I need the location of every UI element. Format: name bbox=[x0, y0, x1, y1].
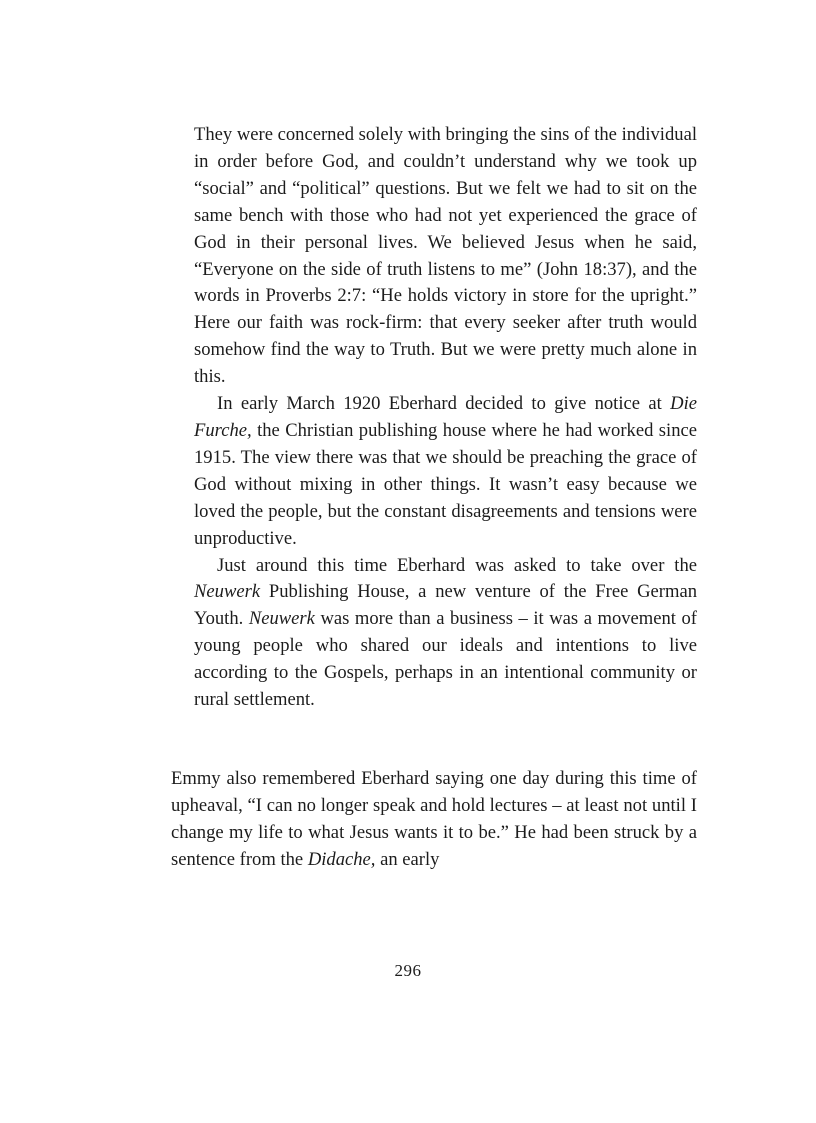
quote-paragraph-3-text-start: Just around this time Eberhard was asked to take over the bbox=[217, 554, 697, 576]
quote-paragraph-3-text-middle: Publishing House, a new venture of the Free German Youth. bbox=[194, 581, 697, 630]
block-quote bbox=[194, 122, 697, 714]
quote-paragraph-1: They were concerned solely with bringing the sins of the individual in order before God, and couldn’t understand why we took up “social” and “political” questions. But we felt we had to sit on the same bench with those who had not yet experienced the grace of God in their personal lives. We believed Jesus when he said, “Everyone on the side of truth listens to me” (John 18:37), and the words in Proverbs 2:7: “He holds victory in store for the upright.” Here our faith was rock-firm: that every seeker after truth would somehow find the way to Truth. But we were pretty much alone in this. bbox=[194, 124, 697, 388]
quote-paragraph-2-text-start: In early March 1920 Eberhard decided to give notice at bbox=[217, 393, 671, 415]
body-text bbox=[171, 766, 697, 874]
page-number: 296 bbox=[394, 961, 422, 980]
movement-title-neuwerk: Neuwerk bbox=[248, 608, 315, 630]
publisher-title-die-furche: Die Furche, bbox=[194, 393, 697, 441]
quote-paragraph-3-text-end: was more than a business – it was a movement of young people who shared our ideals and intentions to live according to the Gospels, perhaps in an intentional community or rural settlement. bbox=[194, 608, 698, 711]
body-paragraph-1 bbox=[171, 766, 697, 874]
body-paragraph-1-text-end: an early bbox=[375, 848, 440, 870]
quote-paragraph-2-text-end: the Christian publishing house where he had worked since 1915. The view there was that we should be preaching the grace of God without mixing in other things. It wasn’t easy because we loved the people, but the constant disagreements and tensions were unproductive. bbox=[194, 419, 697, 549]
publisher-title-neuwerk: Neuwerk bbox=[194, 581, 261, 603]
didache-title: Didache, bbox=[307, 848, 376, 870]
body-paragraph-1-text-start: Emmy also remembered Eberhard saying one day during this time of upheaval, “I can no longer speak and hold lectures – at least not until I change my life to what Jesus wants it to be.” He had been struck by a sentence from the bbox=[171, 768, 697, 870]
quote-paragraph-3 bbox=[194, 553, 697, 714]
quote-paragraph-2 bbox=[194, 391, 697, 552]
